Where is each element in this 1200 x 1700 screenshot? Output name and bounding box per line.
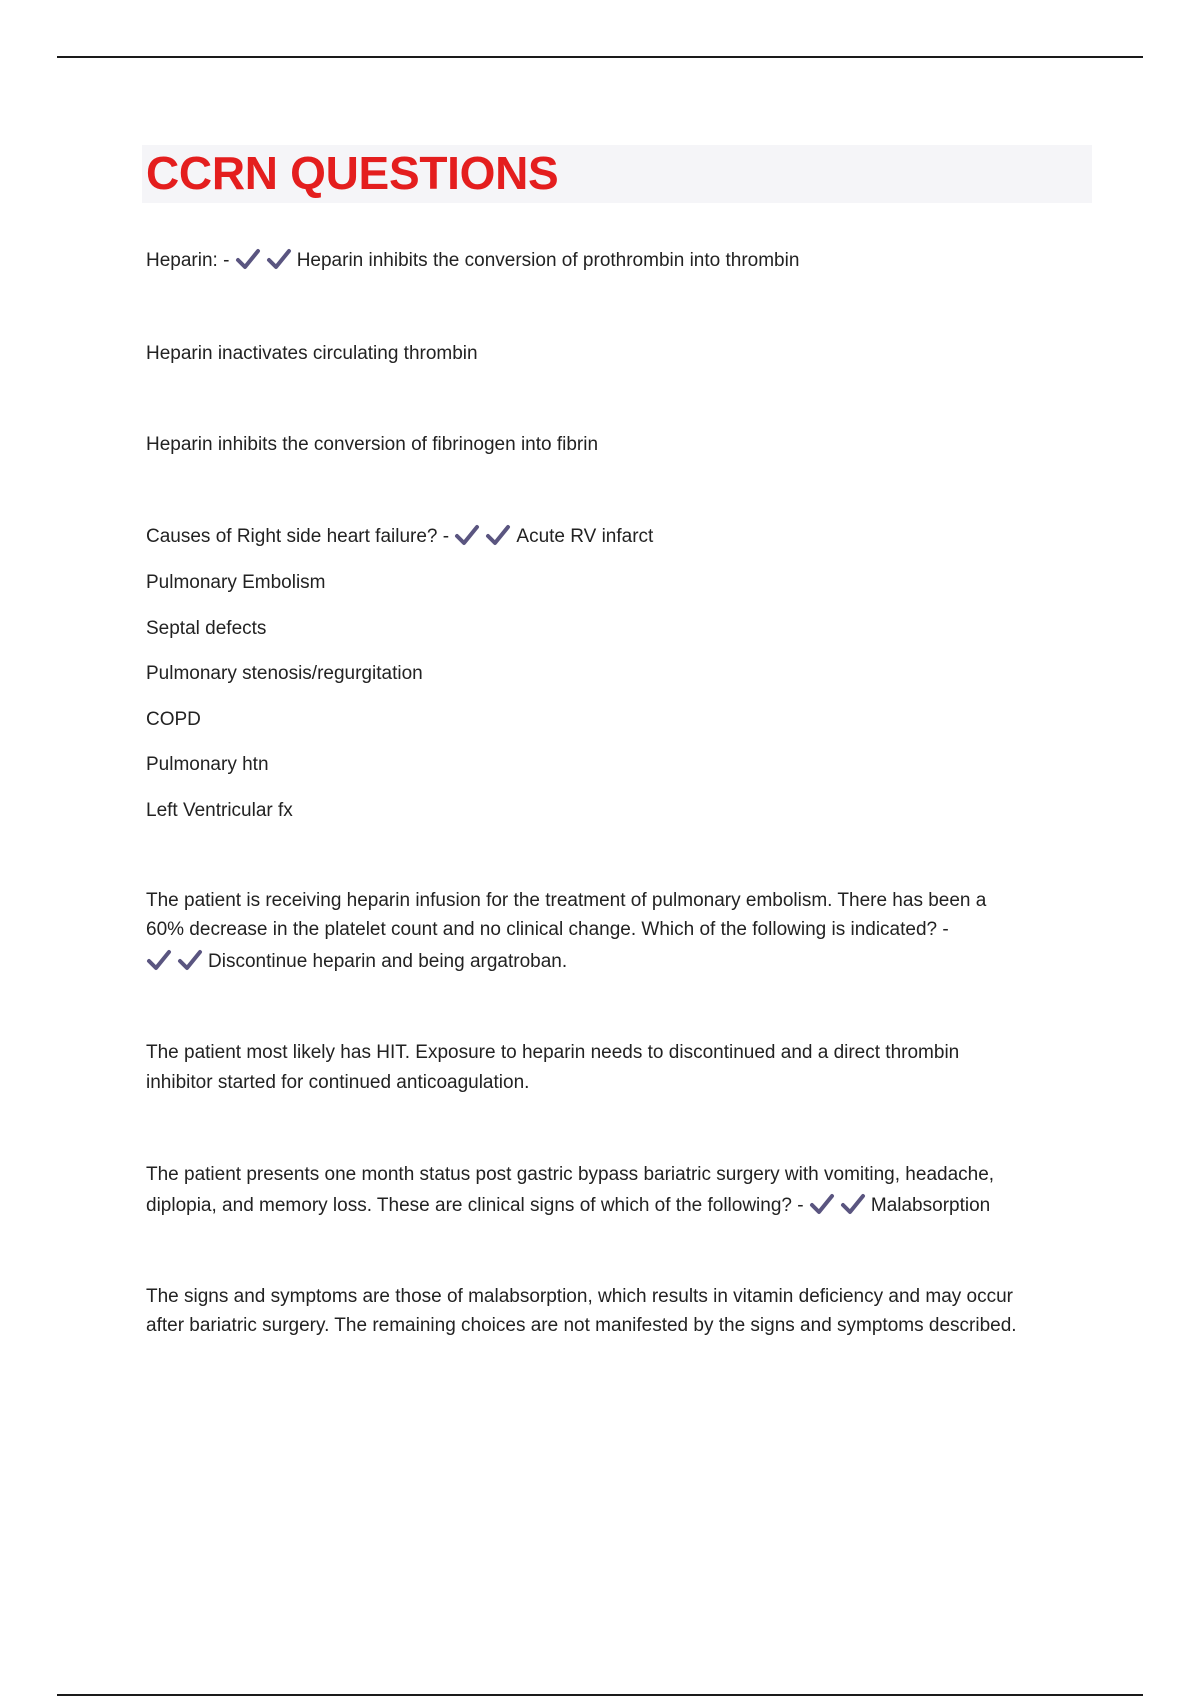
- rationale-line: inhibitor started for continued anticoagulation.: [146, 1072, 530, 1093]
- list-item: Pulmonary Embolism: [146, 572, 326, 593]
- answer-detail: Heparin inhibits the conversion of fibrinogen into fibrin: [146, 434, 599, 455]
- rationale-line: The signs and symptoms are those of malabsorption, which results in vitamin deficiency and may occur: [146, 1286, 1014, 1307]
- document-title: CCRN QUESTIONS: [146, 147, 559, 199]
- list-item: Pulmonary htn: [146, 754, 269, 775]
- checkmark-icon: [146, 949, 172, 971]
- question-hit-answer: [146, 947, 567, 977]
- list-item: Septal defects: [146, 618, 267, 639]
- list-item: Left Ventricular fx: [146, 800, 293, 821]
- answer-text: Malabsorption: [870, 1195, 991, 1216]
- bottom-divider: [57, 1694, 1143, 1696]
- checkmark-icon: [177, 949, 203, 971]
- answer-detail: Heparin inactivates circulating thrombin: [146, 343, 478, 364]
- question-hit-prompt-line: The patient is receiving heparin infusion for the treatment of pulmonary embolism. There has been a: [146, 890, 987, 911]
- question-right-heart-failure: [146, 522, 653, 552]
- checkmark-icon: [235, 248, 261, 270]
- answer-text: Discontinue heparin and being argatroban.: [208, 951, 568, 972]
- question-heparin: [146, 246, 799, 276]
- question-prompt: diplopia, and memory loss. These are clinical signs of which of the following? -: [146, 1195, 809, 1216]
- list-item: COPD: [146, 709, 201, 730]
- list-item: Pulmonary stenosis/regurgitation: [146, 663, 423, 684]
- checkmark-icon: [485, 524, 511, 546]
- rationale-line: after bariatric surgery. The remaining choices are not manifested by the signs and symptoms described.: [146, 1315, 1017, 1336]
- answer-text: Acute RV infarct: [516, 526, 654, 547]
- question-prompt: Heparin: -: [146, 250, 235, 271]
- top-divider: [57, 56, 1143, 58]
- question-prompt: Causes of Right side heart failure? -: [146, 526, 455, 547]
- question-hit-prompt-line: 60% decrease in the platelet count and no clinical change. Which of the following is indicated? -: [146, 919, 949, 940]
- answer-text: Heparin inhibits the conversion of prothrombin into thrombin: [296, 250, 800, 271]
- question-bariatric-prompt-line: The patient presents one month status post gastric bypass bariatric surgery with vomiting, headache,: [146, 1164, 995, 1185]
- question-bariatric-answer-line: [146, 1191, 990, 1221]
- checkmark-icon: [454, 524, 480, 546]
- checkmark-icon: [840, 1193, 866, 1215]
- checkmark-icon: [809, 1193, 835, 1215]
- rationale-line: The patient most likely has HIT. Exposure to heparin needs to discontinued and a direct thrombin: [146, 1042, 960, 1063]
- checkmark-icon: [266, 248, 292, 270]
